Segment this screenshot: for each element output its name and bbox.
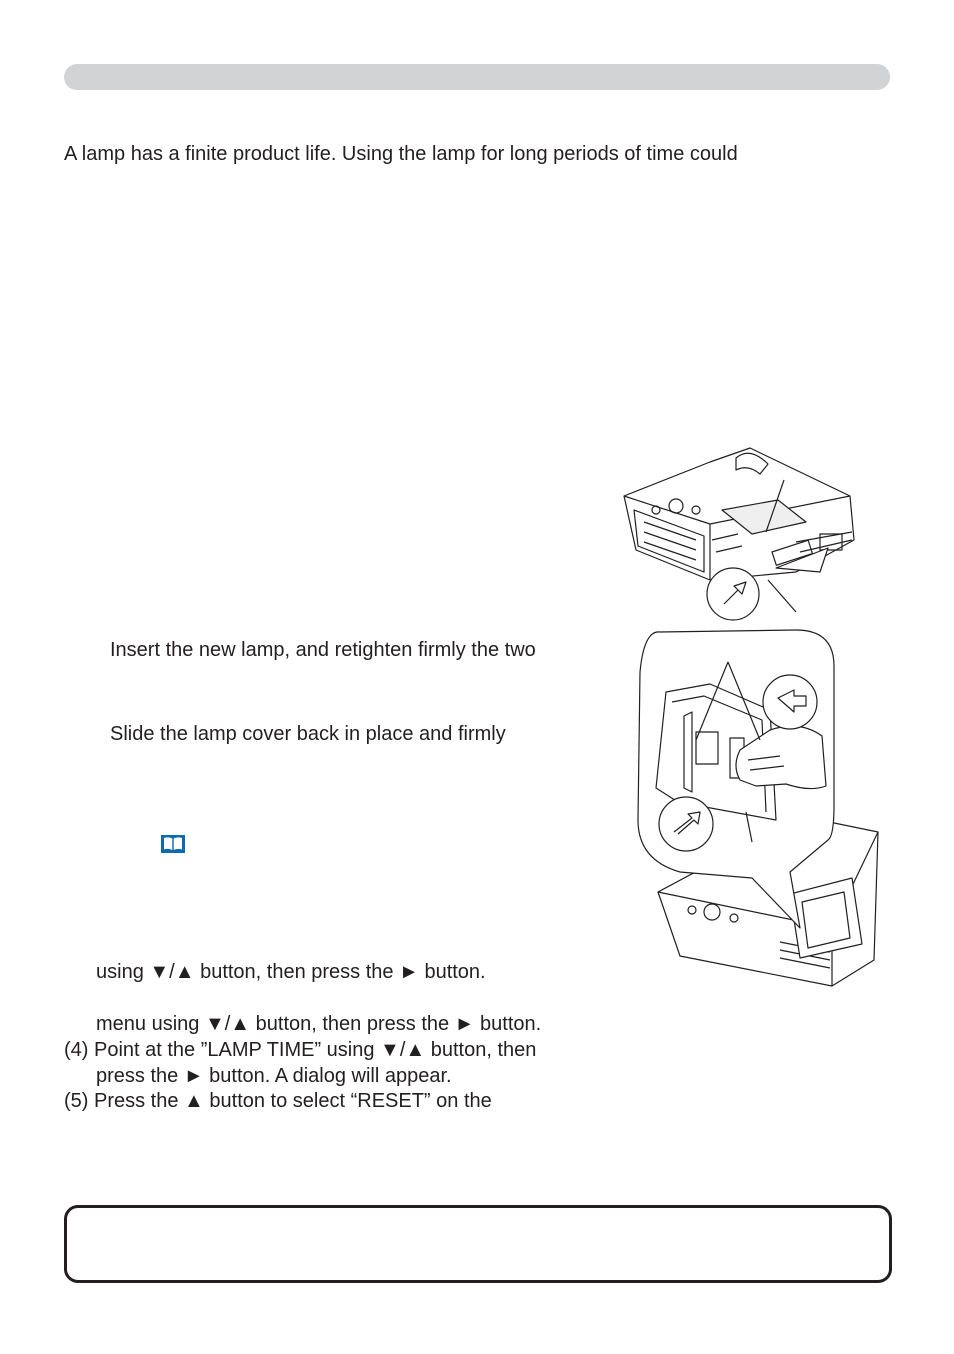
book-icon[interactable]: [160, 834, 186, 854]
reset-step-5-line-1: (5) Press the ▲ button to select “RESET” on the: [64, 1090, 492, 1112]
step-slide-cover: Slide the lamp cover back in place and firmly: [110, 723, 506, 745]
reset-step-4-line-1: (4) Point at the ”LAMP TIME” using ▼/▲ button, then: [64, 1039, 537, 1061]
section-header-bar: [64, 64, 890, 90]
step-insert-lamp: Insert the new lamp, and retighten firmly the two: [110, 639, 536, 661]
lamp-replacement-figure: [600, 440, 890, 1000]
note-box: [64, 1205, 892, 1283]
projector-top-illustration: [624, 448, 854, 620]
reset-step-3-line-1: using ▼/▲ button, then press the ► button.: [96, 961, 486, 983]
reset-step-4-line-2: press the ► button. A dialog will appear.: [96, 1065, 452, 1087]
intro-paragraph: A lamp has a finite product life. Using the lamp for long periods of time could: [64, 143, 738, 165]
reset-step-3-line-2: menu using ▼/▲ button, then press the ► button.: [96, 1013, 542, 1035]
